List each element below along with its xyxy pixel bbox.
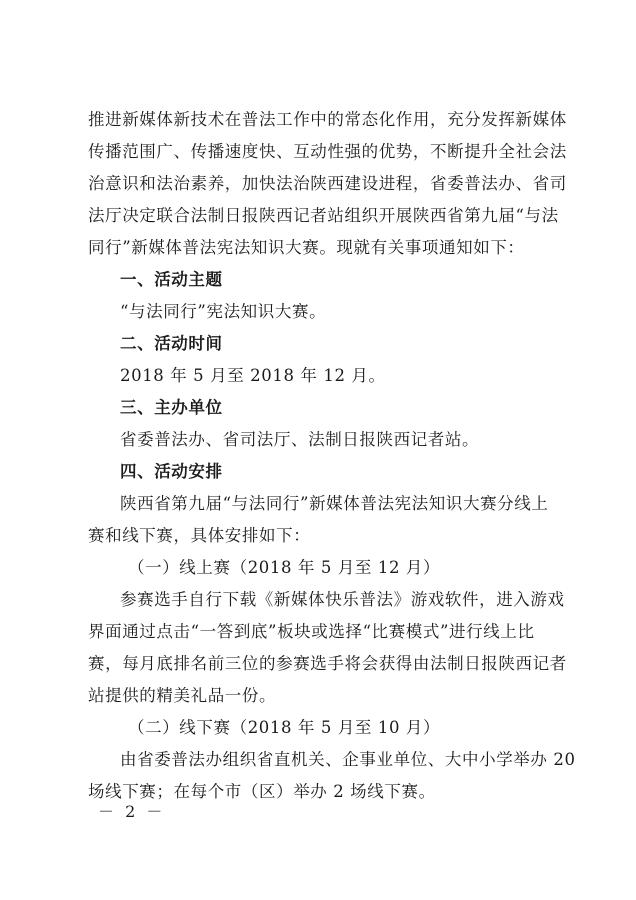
online-contest-line-2: 界面通过点击“一答到底”板块或选择“比赛模式”进行线上比 — [88, 622, 535, 641]
section-content-time: 2018 年 5 月至 2018 年 12 月。 — [120, 366, 386, 385]
section-content-organizer: 省委普法办、省司法厅、法制日报陕西记者站。 — [120, 430, 480, 449]
online-contest-line-3: 赛，每月底排名前三位的参赛选手将会获得由法制日报陕西记者 — [88, 654, 567, 673]
section-heading-time: 二、活动时间 — [120, 334, 223, 353]
intro-line-5: 同行”新媒体普法宪法知识大赛。现就有关事项通知如下： — [88, 238, 525, 257]
offline-contest-line-2: 场线下赛；在每个市（区）举办 2 场线下赛。 — [88, 782, 436, 801]
online-contest-heading: （一）线上赛（2018 年 5 月至 12 月） — [128, 558, 441, 577]
offline-contest-heading: （二）线下赛（2018 年 5 月至 10 月） — [128, 718, 441, 737]
arrangement-intro-line-1: 陕西省第九届“与法同行”新媒体普法宪法知识大赛分线上 — [120, 494, 549, 513]
section-heading-arrangement: 四、活动安排 — [120, 462, 223, 481]
arrangement-intro-line-2: 赛和线下赛，具体安排如下： — [88, 526, 311, 545]
online-contest-line-1: 参赛选手自行下载《新媒体快乐普法》游戏软件，进入游戏 — [120, 590, 565, 609]
offline-contest-line-1: 由省委普法办组织省直机关、企事业单位、大中小学举办 20 — [120, 750, 576, 769]
intro-line-4: 法厅决定联合法制日报陕西记者站组织开展陕西省第九届“与法 — [88, 206, 559, 225]
section-heading-organizer: 三、主办单位 — [120, 398, 223, 417]
page-number: － 2 － — [98, 802, 166, 821]
intro-line-2: 传播范围广、传播速度快、互动性强的优势，不断提升全社会法 — [88, 142, 567, 161]
intro-line-1: 推进新媒体新技术在普法工作中的常态化作用，充分发挥新媒体 — [88, 110, 567, 129]
section-content-theme: “与法同行”宪法知识大赛。 — [120, 302, 327, 321]
section-heading-theme: 一、活动主题 — [120, 270, 223, 289]
intro-line-3: 治意识和法治素养，加快法治陕西建设进程，省委普法办、省司 — [88, 174, 567, 193]
online-contest-line-4: 站提供的精美礼品一份。 — [88, 686, 277, 705]
